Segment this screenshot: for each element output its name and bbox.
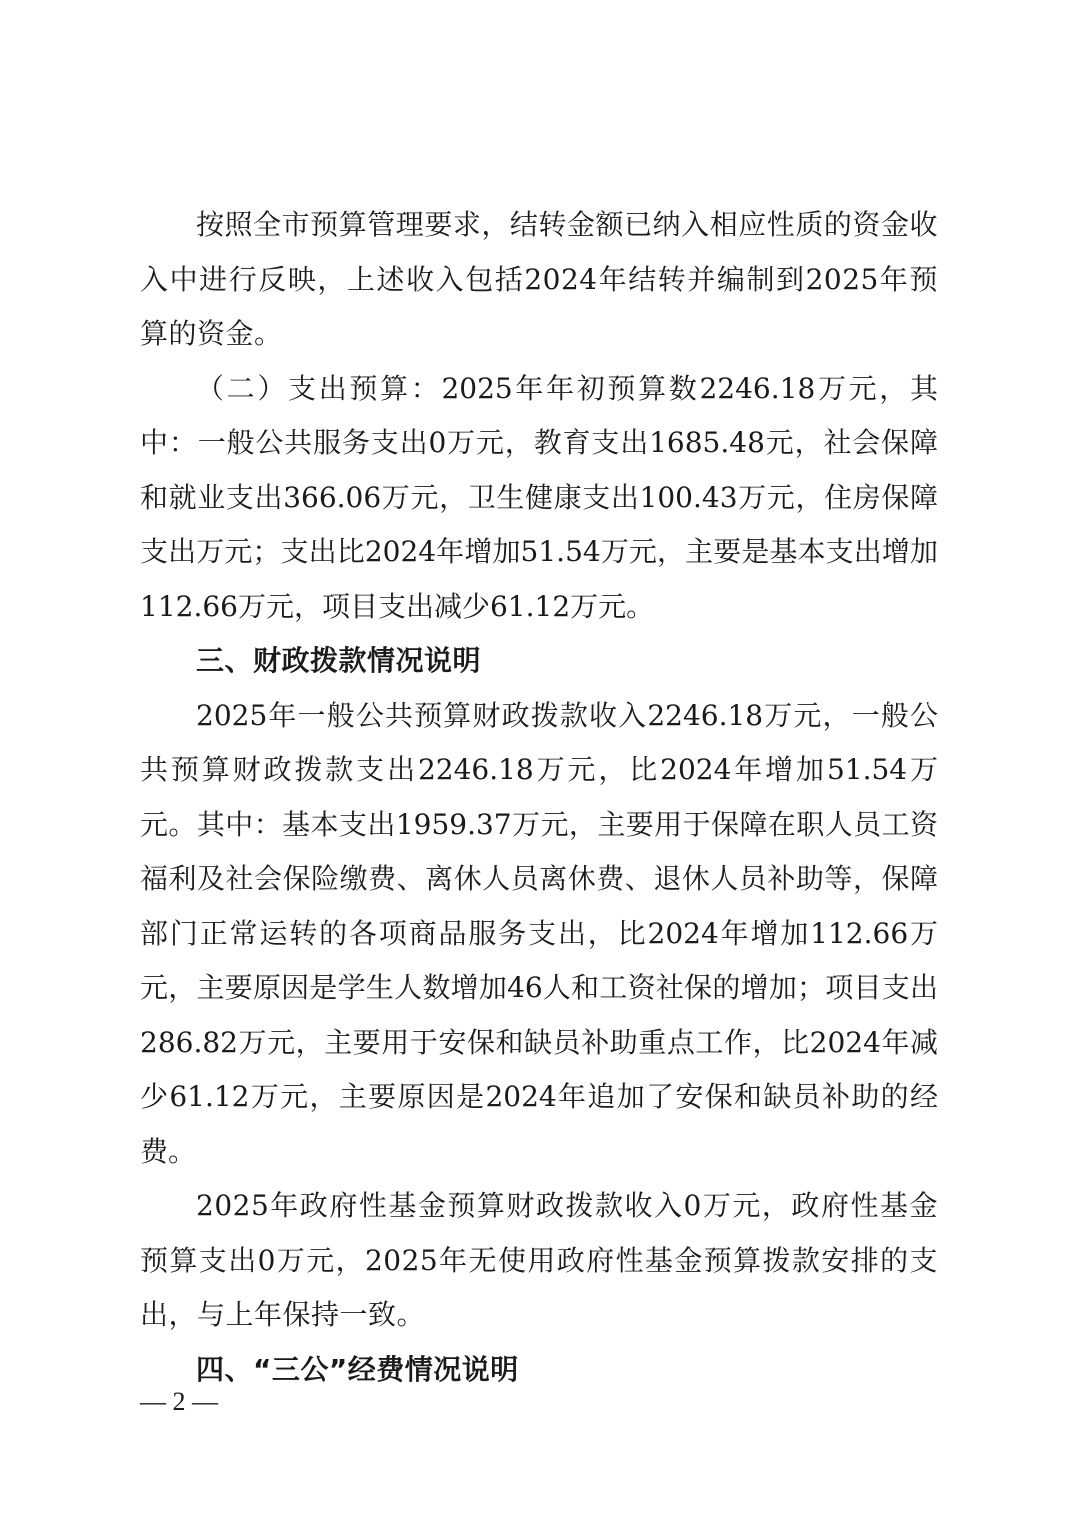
paragraph-government-fund-budget: 2025年政府性基金预算财政拨款收入0万元，政府性基金预算支出0万元，2025年无使用政府性基金预算拨款安排的支出，与上年保持一致。 xyxy=(140,1189,938,1331)
paragraph-expenditure-budget: （二）支出预算：2025年年初预算数2246.18万元，其中：一般公共服务支出0万元，教育支出1685.48元，社会保障和就业支出366.06万元，卫生健康支出100.43万元，住房保障支出万元；支出比2024年增加51.54万元，主要是基本支出增加112.66万元，项目支出减少61.12万元。 xyxy=(140,371,938,623)
section-heading-three-public-expenses: 四、“三公”经费情况说明 xyxy=(196,1352,519,1386)
paragraph-general-public-budget: 2025年一般公共预算财政拨款收入2246.18万元，一般公共预算财政拨款支出2246.18万元，比2024年增加51.54万元。其中：基本支出1959.37万元，主要用于保障在职人员工资福利及社会保险缴费、离休人员离休费、退休人员补助等，保障部门正常运转的各项商品服务支出，比2024年增加112.66万元，主要原因是学生人数增加46人和工资社保的增加；项目支出286.82万元，主要用于安保和缺员补助重点工作，比2024年减少61.12万元，主要原因是2024年追加了安保和缺员补助的经费。 xyxy=(140,698,938,1168)
section-heading-fiscal-appropriation: 三、财政拨款情况说明 xyxy=(196,644,482,677)
document-body xyxy=(140,198,938,1397)
paragraph-income-carryover: 按照全市预算管理要求，结转金额已纳入相应性质的资金收入中进行反映，上述收入包括2024年结转并编制到2025年预算的资金。 xyxy=(140,208,938,350)
page-number: — 2 — xyxy=(140,1387,218,1416)
